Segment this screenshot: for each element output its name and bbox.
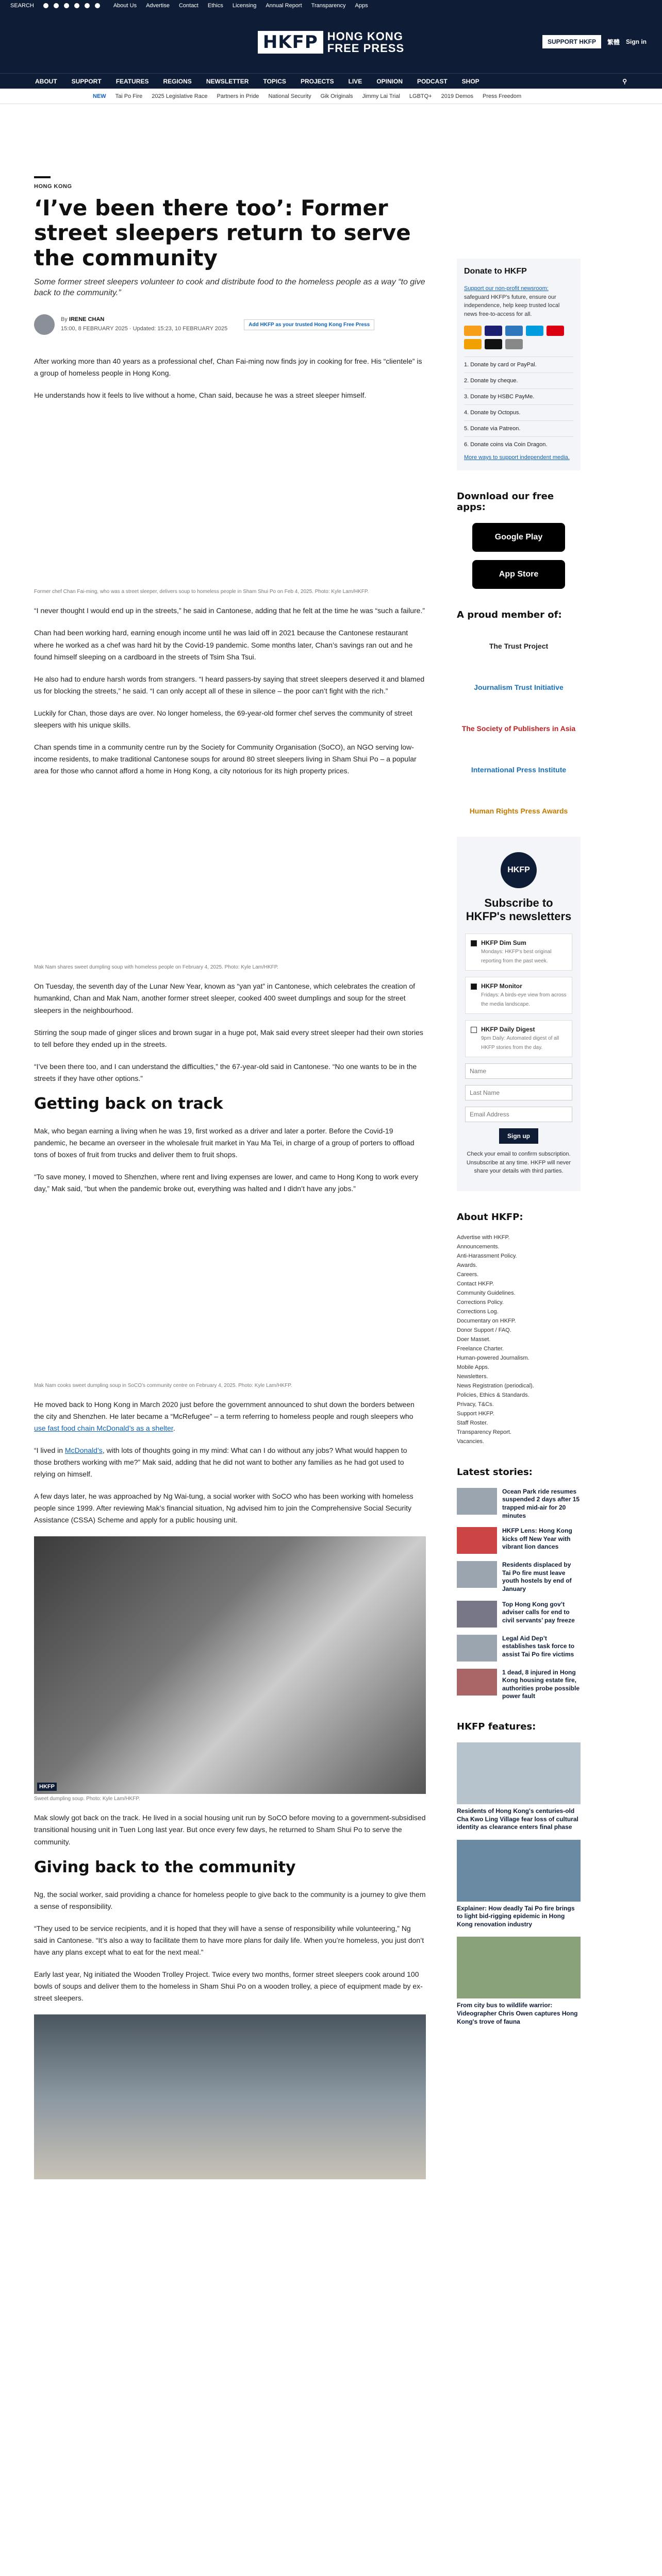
nav-shop[interactable]: SHOP xyxy=(461,77,479,85)
story-thumbnail xyxy=(457,1601,497,1628)
top-link-transparency[interactable]: Transparency xyxy=(311,3,346,9)
sign-in-link[interactable]: Sign in xyxy=(626,38,647,45)
about-link[interactable]: Advertise with HKFP. xyxy=(457,1234,510,1241)
paragraph: “I lived in McDonald’s, with lots of thoughts going in my mind: What can I do without any jobs? What would happen to those brothers working with me?” Mak said, adding that he did not want to bother any families as he had got used to relying on himself. xyxy=(34,1446,407,1478)
about-link[interactable]: Careers. xyxy=(457,1271,479,1278)
publish-dates: 15:00, 8 FEBRUARY 2025 · Updated: 15:23, 10 FEBRUARY 2025 xyxy=(61,326,228,332)
feature-image xyxy=(457,1840,581,1902)
feature-title[interactable]: Explainer: How deadly Tai Po fire brings to light bid-rigging epidemic in Hong Kong renovation industry xyxy=(457,1904,575,1928)
paragraph: He also had to endure harsh words from strangers. “I heard passers-by saying that street sleepers deserved it and blamed us for blocking the streets,” he said. “I can only accept all of these in silence – the poor can’t fight with the rich.” xyxy=(34,674,425,695)
mcrefugee-link[interactable]: use fast food chain McDonald’s as a shelter xyxy=(34,1423,173,1432)
paragraph: Chan had been working hard, earning enough income until he was laid off in 2021 because the Cantonese restaurant where he worked as a chef was hard hit by the Covid-19 pandemic. Some months later, Chan’s savings ran out and he found himself sleeping on a cardboard in the streets of Tsim Sha Tsui. xyxy=(34,629,413,661)
new-badge: NEW xyxy=(93,93,106,99)
member-logo-ipi[interactable]: International Press Institute xyxy=(471,765,567,774)
checkbox[interactable] xyxy=(471,940,477,946)
about-link[interactable]: Donor Support / FAQ. xyxy=(457,1327,511,1333)
article-dek: Some former street sleepers volunteer to cook and distribute food to the homeless people as a way “to give back to the community.” xyxy=(34,277,425,298)
features-heading: HKFP features: xyxy=(457,1721,536,1732)
article-photo xyxy=(34,412,426,587)
visa-icon xyxy=(485,326,502,336)
more-ways-link[interactable]: More ways to support independent media. xyxy=(464,454,570,461)
donate-option[interactable]: 1. Donate by card or PayPal. xyxy=(464,357,573,372)
about-link[interactable]: Policies, Ethics & Standards. xyxy=(457,1392,529,1398)
feature-title[interactable]: From city bus to wildlife warrior: Videographer Chris Owen captures Hong Kong's trove of fauna xyxy=(457,2002,578,2025)
author-avatar xyxy=(34,314,55,335)
about-link[interactable]: Vacancies. xyxy=(457,1438,484,1445)
about-link[interactable]: Staff Roster. xyxy=(457,1419,488,1426)
gpay-icon xyxy=(505,339,523,349)
member-logo-hrpa[interactable]: Human Rights Press Awards xyxy=(469,806,568,815)
email-field[interactable] xyxy=(465,1107,572,1122)
trending-item[interactable]: Jimmy Lai Trial xyxy=(362,93,400,99)
about-link[interactable]: Human-powered Journalism. xyxy=(457,1354,529,1361)
member-logo-sopa[interactable]: The Society of Publishers in Asia xyxy=(461,724,576,733)
newsletter-option[interactable] xyxy=(465,977,572,1014)
latest-story[interactable] xyxy=(457,1635,581,1662)
google-preferred-source-button[interactable]: Add HKFP as your trusted Hong Kong Free Press xyxy=(244,319,374,330)
about-link[interactable]: Documentary on HKFP. xyxy=(457,1317,516,1324)
newsletter-option-desc: 9pm Daily: Automated digest of all HKFP stories from the day. xyxy=(481,1036,559,1051)
about-link[interactable]: Corrections Policy. xyxy=(457,1299,504,1306)
trending-item[interactable]: 2019 Demos xyxy=(441,93,473,99)
about-link[interactable]: Newsletters. xyxy=(457,1373,488,1380)
about-link[interactable]: Mobile Apps. xyxy=(457,1364,489,1370)
masthead xyxy=(0,11,662,73)
donate-option[interactable]: 6. Donate coins via Coin Dragon. xyxy=(464,436,573,452)
story-thumbnail xyxy=(457,1669,497,1696)
photo-watermark: HKFP xyxy=(37,1783,57,1791)
trending-item[interactable]: Tai Po Fire xyxy=(115,93,143,99)
search-icon[interactable]: ⚲ xyxy=(622,77,627,85)
about-link[interactable]: Community Guidelines. xyxy=(457,1290,516,1296)
trending-item[interactable]: Partners in Pride xyxy=(217,93,259,99)
payment-methods xyxy=(464,326,573,349)
paypal-icon xyxy=(526,326,543,336)
top-link-licensing[interactable]: Licensing xyxy=(232,3,257,9)
octopus-icon xyxy=(464,339,482,349)
newsletter-option-name: HKFP Daily Digest xyxy=(481,1026,535,1033)
paragraph: He understands how it feels to live without a home, Chan said, because he was a street sleeper himself. xyxy=(34,391,367,400)
trending-bar xyxy=(0,89,662,104)
linkedin-icon[interactable] xyxy=(85,3,90,8)
about-link[interactable]: Awards. xyxy=(457,1262,477,1268)
story-title[interactable]: Residents displaced by Tai Po fire must leave youth hostels by end of January xyxy=(502,1561,572,1592)
paragraph: He moved back to Hong Kong in March 2020 just before the government announced to shut down the borders between the city and Shenzhen. He later became a “McRefugee” – a term referring to homeless people and rough sleepers who use fast food chain McDonald’s as a shelter. xyxy=(34,1400,415,1432)
main-nav xyxy=(0,73,662,89)
about-link[interactable]: Announcements. xyxy=(457,1243,500,1250)
feature-story[interactable] xyxy=(457,1742,581,1832)
paragraph: A few days later, he was approached by Ng Wai-tung, a social worker with SoCO who has been working with homeless people since 1999. After reviewing Mak’s financial situation, Ng advised him to join the Comprehensive Social Security Assistance (CSSA) Scheme and apply for a public housing unit. xyxy=(34,1492,413,1524)
article-column xyxy=(34,104,426,2181)
feature-image xyxy=(457,1937,581,1998)
newsletter-option[interactable] xyxy=(465,1020,572,1057)
paragraph: After working more than 40 years as a professional chef, Chan Fai-ming now finds joy in cooking for free. His “clientele” is a group of homeless people in Hong Kong. xyxy=(34,357,422,378)
trending-item[interactable]: National Security xyxy=(268,93,311,99)
story-thumbnail xyxy=(457,1488,497,1515)
paragraph: On Tuesday, the seventh day of the Lunar New Year, known as “yan yat” in Cantonese, which celebrates the creation of humankind, Chan and Mak Nam, another former street sleeper, cooked 400 sweet dumplings and soup for the street sleepers in the neighbourhood. xyxy=(34,982,416,1014)
newsletter-note: Check your email to confirm subscription. Unsubscribe at any time. HKFP will never share your details with third parties. xyxy=(466,1151,571,1175)
about-link[interactable]: Transparency Report. xyxy=(457,1429,511,1435)
amex-icon xyxy=(505,326,523,336)
nav-features[interactable]: FEATURES xyxy=(115,77,149,85)
story-title[interactable]: 1 dead, 8 injured in Hong Kong housing estate fire, authorities probe possible power fault xyxy=(502,1668,580,1700)
google-play-button[interactable]: Google Play xyxy=(472,523,565,552)
story-thumbnail xyxy=(457,1527,497,1554)
paragraph: Luckily for Chan, those days are over. No longer homeless, the 69-year-old former chef serves the community of street sleepers with his unique skills. xyxy=(34,708,412,730)
paragraph: “To save money, I moved to Shenzhen, where rent and living expenses are lower, and came to Hong Kong to work every day,” Mak said, “but when the pandemic broke out, everything was halted and I didn’t have any jobs.” xyxy=(34,1173,419,1193)
latest-story[interactable] xyxy=(457,1527,581,1554)
donate-option[interactable]: 3. Donate by HSBC PayMe. xyxy=(464,388,573,404)
top-link-ethics[interactable]: Ethics xyxy=(207,3,223,9)
utility-bar xyxy=(0,0,662,11)
nav-regions[interactable]: REGIONS xyxy=(163,77,192,85)
article-body xyxy=(34,355,426,2179)
donate-option[interactable]: 5. Donate via Patreon. xyxy=(464,420,573,436)
top-link-apps[interactable]: Apps xyxy=(355,3,368,9)
feature-story[interactable] xyxy=(457,1937,581,2026)
about-link[interactable]: Support HKFP. xyxy=(457,1410,494,1417)
mastercard-icon xyxy=(464,326,482,336)
newsletter-option[interactable] xyxy=(465,934,572,971)
trending-item[interactable]: Press Freedom xyxy=(483,93,522,99)
about-link[interactable]: Privacy, T&Cs. xyxy=(457,1401,494,1408)
paragraph: Ng, the social worker, said providing a chance for homeless people to give back to the community is a journey to give them a sense of responsibility. xyxy=(34,1890,426,1910)
donate-link[interactable]: Support our non-profit newsroom: xyxy=(464,285,549,292)
facebook-icon[interactable] xyxy=(43,3,48,8)
nav-newsletter[interactable]: NEWSLETTER xyxy=(206,77,249,85)
feature-story[interactable] xyxy=(457,1840,581,1929)
newsletter-option-desc: Mondays: HKFP's best original reporting from the past week. xyxy=(481,949,552,964)
donate-text: safeguard HKFP's future, ensure our independence, help keep trusted local news free-to-access for all. xyxy=(464,294,560,317)
photo-caption: Sweet dumpling soup. Photo: Kyle Lam/HKFP. xyxy=(34,1796,140,1802)
trending-item[interactable]: Gik Originals xyxy=(320,93,353,99)
top-link-about[interactable]: About Us xyxy=(113,3,137,9)
logo-line-1: HONG KONG xyxy=(327,29,403,43)
latest-story[interactable] xyxy=(457,1561,581,1593)
checkbox[interactable] xyxy=(471,984,477,990)
trending-item[interactable]: LGBTQ+ xyxy=(409,93,432,99)
patreon-icon xyxy=(485,339,502,349)
mcdonalds-link[interactable]: McDonald’s xyxy=(64,1446,103,1454)
photo-caption: Mak Nam shares sweet dumpling soup with homeless people on February 4, 2025. Photo: Kyle Lam/HKFP. xyxy=(34,964,278,971)
top-link-advertise[interactable]: Advertise xyxy=(146,3,170,9)
signup-button[interactable]: Sign up xyxy=(499,1128,538,1144)
article-title: ‘I’ve been there too’: Former street sleepers return to serve the community xyxy=(34,195,411,270)
paragraph: Chan spends time in a community centre run by the Society for Community Organisation (SoCO), an NGO serving low-income residents, to make traditional Cantonese soups for around 80 street sleepers living in Sham Shui Po – a popular area for those who cannot afford a home in Hong Kong, a city notorious for its high property prices. xyxy=(34,743,417,775)
nav-projects[interactable]: PROJECTS xyxy=(300,77,334,85)
byline: By IRENE CHAN 15:00, 8 FEBRUARY 2025 · Updated: 15:23, 10 FEBRUARY 2025 Add HKFP as your trusted Hong Kong Free Press xyxy=(34,314,426,335)
nav-live[interactable]: LIVE xyxy=(348,77,362,85)
top-link-annual-report[interactable]: Annual Report xyxy=(266,3,302,9)
member-logo-trust-project[interactable]: The Trust Project xyxy=(489,641,549,650)
feature-image xyxy=(457,1742,581,1804)
donate-option[interactable]: 4. Donate by Octopus. xyxy=(464,404,573,420)
newsletter-box xyxy=(457,837,581,1191)
about-link[interactable]: Contact HKFP. xyxy=(457,1280,494,1287)
language-toggle[interactable]: 繁體 xyxy=(607,38,620,46)
photo-caption: Former chef Chan Fai-ming, who was a street sleeper, delivers soup to homeless people in Sham Shui Po on Feb 4, 2025. Photo: Kyle Lam/HKFP. xyxy=(34,589,369,595)
latest-story[interactable] xyxy=(457,1488,581,1520)
logo-line-2: FREE PRESS xyxy=(327,42,405,55)
search-link[interactable]: SEARCH xyxy=(10,3,34,9)
name-field[interactable] xyxy=(465,1063,572,1079)
kicker-rule xyxy=(34,176,51,178)
checkbox[interactable] xyxy=(471,1027,477,1033)
article-photo xyxy=(34,787,426,962)
top-link-contact[interactable]: Contact xyxy=(178,3,198,9)
payme-icon xyxy=(547,326,564,336)
social-icons xyxy=(43,3,100,8)
story-title[interactable]: Top Hong Kong gov’t adviser calls for end to civil servants’ pay freeze xyxy=(502,1600,575,1624)
newsletter-heading: Subscribe to HKFP's newsletters xyxy=(466,896,572,923)
x-icon[interactable] xyxy=(54,3,59,8)
trending-item[interactable]: 2025 Legislative Race xyxy=(152,93,208,99)
story-title[interactable]: Legal Aid Dep’t establishes task force to assist Tai Po fire victims xyxy=(502,1634,575,1658)
article-photo-soup xyxy=(34,1536,426,1794)
photo-caption: Mak Nam cooks sweet dumpling soup in SoCO’s community centre on February 4, 2025. Photo: Kyle Lam/HKFP. xyxy=(34,1382,292,1388)
article-photo xyxy=(34,2014,426,2179)
story-title[interactable]: Ocean Park ride resumes suspended 2 days after 15 trapped mid-air for 20 minutes xyxy=(502,1487,580,1519)
story-title[interactable]: HKFP Lens: Hong Kong kicks off New Year with vibrant lion dances xyxy=(502,1527,572,1551)
about-link[interactable]: Doer Masset. xyxy=(457,1336,491,1343)
about-link[interactable]: Anti-Harassment Policy. xyxy=(457,1252,517,1259)
support-hkfp-button[interactable]: SUPPORT HKFP xyxy=(542,35,601,48)
member-logo-jti[interactable]: Journalism Trust Initiative xyxy=(474,683,564,691)
about-link[interactable]: Corrections Log. xyxy=(457,1308,499,1315)
instagram-icon[interactable] xyxy=(64,3,69,8)
paragraph: Stirring the soup made of ginger slices and brown sugar in a huge pot, Mak said every street sleeper had their own stories to tell before they ended up in the streets. xyxy=(34,1028,423,1048)
section-heading: Giving back to the community xyxy=(34,1858,296,1876)
paragraph: Early last year, Ng initiated the Wooden Trolley Project. Twice every two months, former street sleepers cook around 100 bowls of soups and deliver them to the homeless in Sham Shui Po on a wooden trolley, a piece of equipment made by ex-street sleepers. xyxy=(34,1970,423,2003)
latest-story[interactable] xyxy=(457,1601,581,1628)
nav-opinion[interactable]: OPINION xyxy=(376,77,403,85)
last-name-field[interactable] xyxy=(465,1085,572,1100)
newsletter-option-desc: Fridays: A birds-eye view from across the media landscape. xyxy=(481,992,567,1008)
member-heading: A proud member of: xyxy=(457,609,562,620)
newsletter-logo: HKFP xyxy=(501,852,537,888)
feature-title[interactable]: Residents of Hong Kong's centuries-old Cha Kwo Ling Village fear loss of cultural identity as clearance enters final phase xyxy=(457,1807,578,1831)
section-heading: Getting back on track xyxy=(34,1095,223,1113)
nav-support[interactable]: SUPPORT xyxy=(71,77,102,85)
youtube-icon[interactable] xyxy=(74,3,79,8)
apps-heading: Download our free apps: xyxy=(457,490,554,513)
latest-heading: Latest stories: xyxy=(457,1466,533,1478)
latest-story[interactable] xyxy=(457,1669,581,1701)
about-links xyxy=(457,1233,581,1446)
nav-podcast[interactable]: PODCAST xyxy=(417,77,448,85)
newsletter-option-name: HKFP Dim Sum xyxy=(481,939,526,947)
donate-option[interactable]: 2. Donate by cheque. xyxy=(464,372,573,388)
article-category[interactable]: HONG KONG xyxy=(34,183,72,190)
story-thumbnail xyxy=(457,1561,497,1588)
about-link[interactable]: News Registration (periodical). xyxy=(457,1382,534,1389)
about-heading: About HKFP: xyxy=(457,1211,523,1223)
about-link[interactable]: Freelance Charter. xyxy=(457,1345,504,1352)
newsletter-option-name: HKFP Monitor xyxy=(481,982,522,990)
nav-about[interactable]: ABOUT xyxy=(35,77,57,85)
article-photo xyxy=(34,1206,426,1381)
app-store-button[interactable]: App Store xyxy=(472,560,565,589)
sidebar xyxy=(457,104,581,2181)
site-logo[interactable]: HKFP HONG KONG FREE PRESS xyxy=(258,30,404,54)
paragraph: Mak, who began earning a living when he was 19, first worked as a driver and later a porter. Before the Covid-19 pandemic, he became an overseer in the wholesale fruit market in Yau Ma Tei, in charge of a group of porters to offload tons of boxes of fruit from trucks and deliver them to fruit shops. xyxy=(34,1127,415,1159)
paragraph: “I never thought I would end up in the streets,” he said in Cantonese, adding that he felt at the time he was “such a failure.” xyxy=(34,606,425,615)
donate-box xyxy=(457,259,581,470)
story-thumbnail xyxy=(457,1635,497,1662)
paragraph: “I’ve been there too, and I can understand the difficulties,” the 67-year-old said in Cantonese. “No one wants to be in the streets if they have other options.” xyxy=(34,1062,417,1082)
paragraph: Mak slowly got back on the track. He lived in a social housing unit run by SoCO before moving to a government-subsidised transitional housing unit in Tuen Long last year. But once every few days, he returned to Sham Shui Po to serve the community. xyxy=(34,1814,426,1846)
donate-heading: Donate to HKFP xyxy=(464,267,527,276)
nav-topics[interactable]: TOPICS xyxy=(263,77,286,85)
author-name[interactable]: IRENE CHAN xyxy=(69,316,105,323)
paragraph: “They used to be service recipients, and it is hoped that they will have a sense of responsibility while volunteering,” Ng said in Cantonese. “It’s also a way to facilitate them to have more plans for daily life. When you’re homeless, you just don’t have any plans except what to eat for the next meal.” xyxy=(34,1924,424,1957)
telegram-icon[interactable] xyxy=(95,3,100,8)
